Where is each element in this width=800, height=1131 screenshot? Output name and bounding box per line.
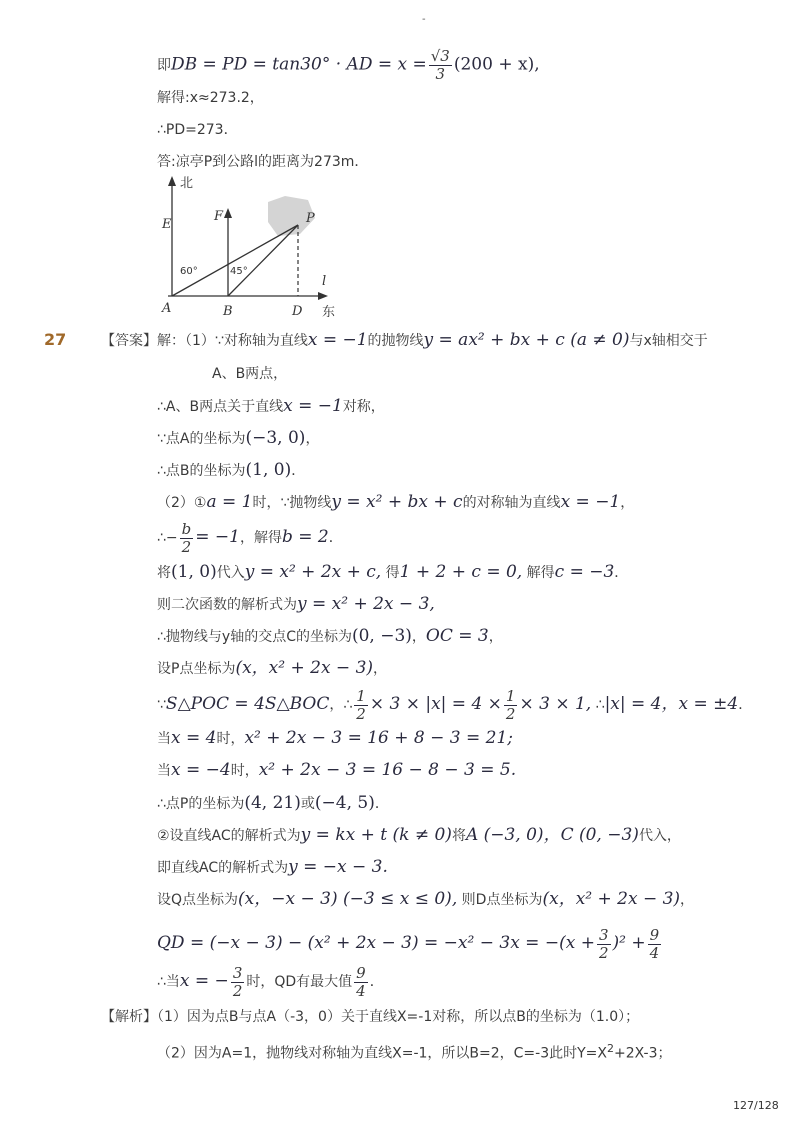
answer-line-13: 当x = 4时，x² + 2x − 3 = 16 + 8 − 3 = 21; [157,728,514,748]
answer-line-7: ∴− $\frac{b}{2}$ = −1，解得b = 2． [157,519,343,556]
fraction: $\frac{b}{2}$ [181,519,192,556]
prev-line-3: ∴PD=273． [157,122,238,138]
header-mark: - [422,14,426,25]
north-label: 北 [180,176,194,191]
answer-line-15: ∴点P的坐标为(4, 21)或(−4, 5)． [157,793,389,813]
answer-tag: 【答案】 [101,333,157,349]
answer-line-2: A、B两点， [212,366,288,382]
answer-line-12: ∵S△POC = 4S△BOC，∴ $\frac{1}{2}$ × 3 × |x| = 4 × $\frac{1}{2}$ × 3 × 1, ∴|x| = 4，x = ±4． [157,686,753,723]
analysis-line-1: 【解析】（1）因为点B与点A（-3，0）关于直线X=-1对称，所以点B的坐标为（1.0）； [101,1009,640,1025]
angle-60: 60° [180,266,198,277]
answer-line-4: ∵点A的坐标为(−3, 0)， [157,428,320,448]
fraction: $\frac{3}{2}$ [598,925,609,962]
answer-line-9: 则二次函数的解析式为y = x² + 2x − 3, [157,594,435,614]
label-D: D [292,304,303,319]
prev-line-4: 答:凉亭P到公路l的距离为273m． [157,154,369,170]
fraction: $\frac{1}{2}$ [505,686,516,723]
analysis-tag: 【解析】 [101,1009,157,1025]
answer-line-16: ②设直线AC的解析式为y = kx + t (k ≠ 0)将A (−3, 0)，C (0, −3)代入， [157,825,681,845]
label-P: P [306,211,315,226]
label-l: l [322,274,327,289]
answer-line-8: 将(1, 0)代入y = x² + 2x + c, 得1 + 2 + c = 0, 解得c = −3． [157,562,629,582]
fraction: $\frac{1}{2}$ [356,686,366,723]
fraction: $\frac{√3}{3}$ [430,47,450,83]
label-E: E [162,217,172,232]
fraction: $\frac{3}{2}$ [232,963,243,1000]
geometry-figure [150,170,350,322]
answer-line-19: QD = (−x − 3) − (x² + 2x − 3) = −x² − 3x = −(x + $\frac{3}{2}$ )² + $\frac{9}{4}$ [157,925,660,962]
answer-line-18: 设Q点坐标为(x，−x − 3) (−3 ≤ x ≤ 0), 则D点坐标为(x，x² + 2x − 3)， [157,889,695,909]
east-label: 东 [322,305,336,320]
answer-line-1: 【答案】解：（1）∵对称轴为直线x = −1的抛物线y = ax² + bx + c (a ≠ 0)与x轴相交于 [101,330,708,350]
label-B: B [223,304,233,319]
angle-45: 45° [230,266,248,277]
answer-line-17: 即直线AC的解析式为y = −x − 3. [157,857,388,877]
answer-line-3: ∴A、B两点关于直线x = −1对称， [157,396,385,416]
answer-line-11: 设P点坐标为(x，x² + 2x − 3)， [157,658,388,678]
label-A: A [162,301,172,316]
analysis-line-2: （2）因为A=1，抛物线对称轴为直线X=-1，所以B=2，C=-3此时$Y=X^2+2X-3$； [157,1042,672,1062]
label-F: F [214,209,224,224]
answer-line-20: ∴当x = − $\frac{3}{2}$ 时，QD有最大值 $\frac{9}{4}$ ． [157,963,384,1000]
answer-line-5: ∴点B的坐标为(1, 0)． [157,460,306,480]
fraction: $\frac{9}{4}$ [649,925,660,962]
page-number: 127/128 [733,1099,779,1112]
prev-line-2: 解得:x≈273.2， [157,90,264,106]
fraction: $\frac{9}{4}$ [356,963,366,1000]
prev-line-1: 即DB = PD = tan30° · AD = x = $\frac{√3}{3}$ (200 + x), [157,47,540,83]
answer-line-14: 当x = −4时，x² + 2x − 3 = 16 − 8 − 3 = 5. [157,760,517,780]
answer-line-6: （2）①a = 1时，∵抛物线y = x² + bx + c的对称轴为直线x = −1， [157,492,635,512]
question-number: 27 [44,330,67,349]
answer-line-10: ∴抛物线与y轴的交点C的坐标为(0, −3)，OC = 3， [157,626,503,646]
